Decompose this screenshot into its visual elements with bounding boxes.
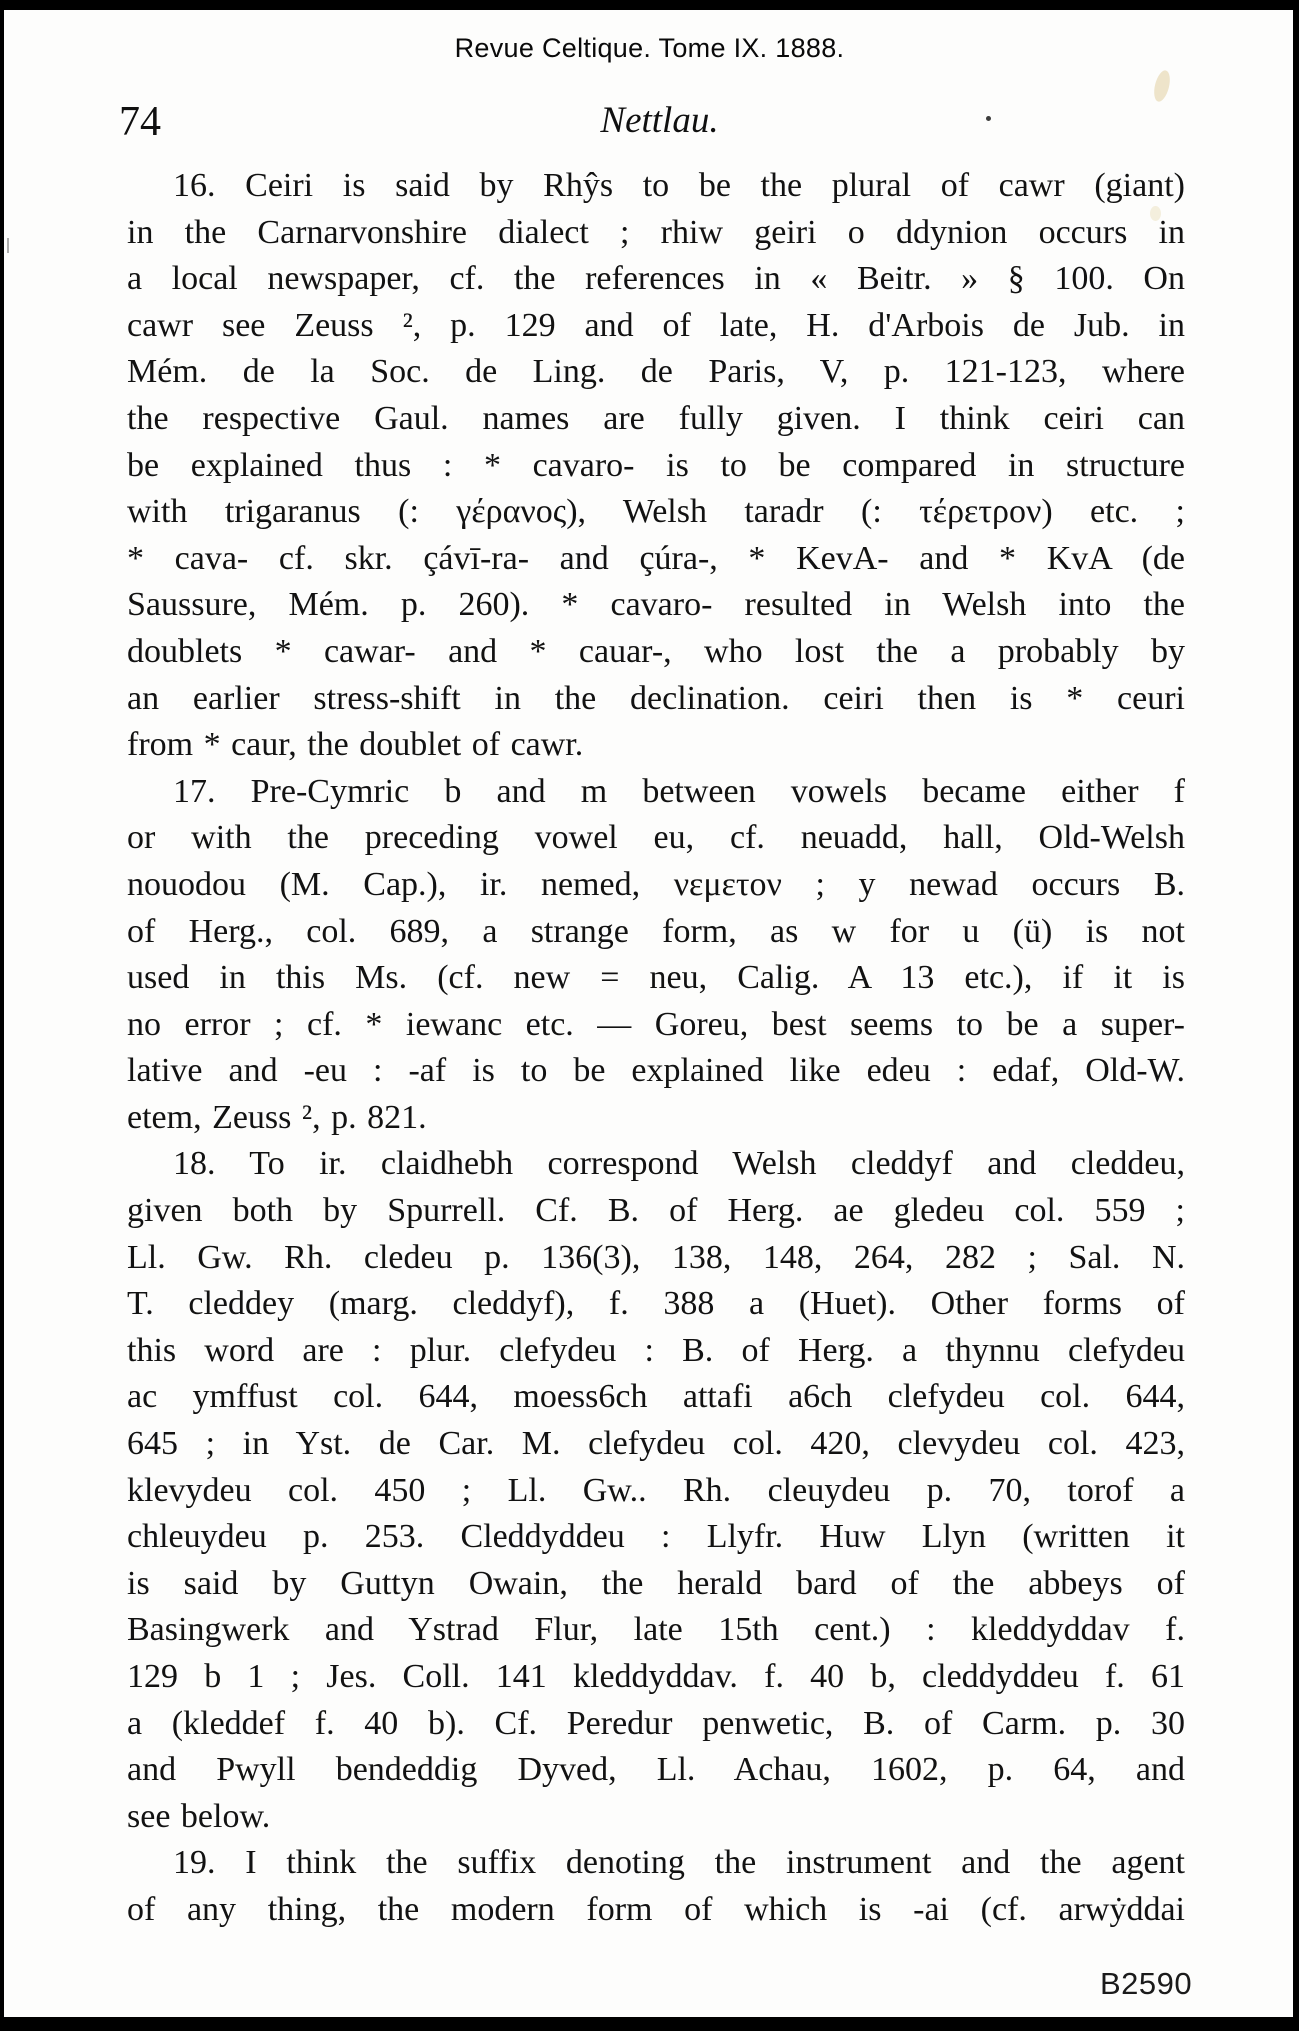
text-line: doublets * cawar- and * cauar-, who lost the a probably by bbox=[127, 632, 1185, 670]
text-line: an earlier stress-shift in the declination. ceiri then is * ceuri bbox=[127, 679, 1185, 717]
text-line: * cava- cf. skr. çávī-ra- and çúra-, * KevA- and * KvA (de bbox=[127, 539, 1185, 577]
text-line: is said by Guttyn Owain, the herald bard of the abbeys of bbox=[127, 1564, 1185, 1602]
text-line: 129 b 1 ; Jes. Coll. 141 kleddyddav. f. 40 b, cleddyddeu f. 61 bbox=[127, 1658, 1185, 1695]
text-line: from * caur, the doublet of cawr. bbox=[127, 726, 584, 764]
text-line: 17. Pre-Cymric b and m between vowels became either f bbox=[173, 772, 1185, 810]
text-line: klevydeu col. 450 ; Ll. Gw.. Rh. cleuydeu p. 70, torof a bbox=[127, 1471, 1185, 1509]
text-line: be explained thus : * cavaro- is to be compared in structure bbox=[127, 446, 1185, 484]
text-line: T. cleddey (marg. cleddyf), f. 388 a (Huet). Other forms of bbox=[127, 1285, 1185, 1323]
text-line: of Herg., col. 689, a strange form, as w for u (ü) is not bbox=[127, 912, 1185, 950]
page-number: 74 bbox=[119, 99, 161, 145]
text-line: lative and -eu : -af is to be explained like edeu : edaf, Old-W. bbox=[127, 1052, 1185, 1090]
text-line: ac ymffust col. 644, moess6ch attafi a6ch clefydeu col. 644, bbox=[127, 1378, 1185, 1416]
library-stamp-header: Revue Celtique. Tome IX. 1888. bbox=[454, 33, 845, 63]
text-line: a local newspaper, cf. the references in « Beitr. » § 100. On bbox=[127, 260, 1185, 298]
text-line: no error ; cf. * iewanc etc. — Goreu, best seems to be a super- bbox=[127, 1005, 1185, 1043]
text-line: Saussure, Mém. p. 260). * cavaro- resulted in Welsh into the bbox=[127, 586, 1185, 624]
text-line: nouodou (M. Cap.), ir. nemed, νεμετον ; y newad occurs B. bbox=[127, 865, 1185, 903]
text-line: in the Carnarvonshire dialect ; rhiw geiri o ddynion occurs in bbox=[127, 213, 1185, 251]
text-line: Basingwerk and Ystrad Flur, late 15th cent.) : kleddyddav f. bbox=[127, 1611, 1185, 1649]
text-line: see below. bbox=[127, 1797, 271, 1835]
text-line: etem, Zeuss ², p. 821. bbox=[127, 1098, 427, 1136]
text-line: and Pwyll bendeddig Dyved, Ll. Achau, 1602, p. 64, and bbox=[127, 1751, 1185, 1789]
text-line: with trigaranus (: γέρανος), Welsh taradr (: τέρετρον) etc. ; bbox=[127, 493, 1185, 531]
text-line: this word are : plur. clefydeu : B. of Herg. a thynnu clefydeu bbox=[127, 1331, 1185, 1369]
text-line: the respective Gaul. names are fully given. I think ceiri can bbox=[127, 399, 1185, 437]
text-line: 19. I think the suffix denoting the instrument and the agent bbox=[173, 1844, 1185, 1882]
catalog-number: B2590 bbox=[1100, 1966, 1193, 2001]
text-line: Ll. Gw. Rh. cledeu p. 136(3), 138, 148, 264, 282 ; Sal. N. bbox=[127, 1238, 1185, 1276]
text-line: used in this Ms. (cf. new = neu, Calig. A 13 etc.), if it is bbox=[127, 959, 1185, 997]
text-line: 18. To ir. claidhebh correspond Welsh cleddyf and cleddeu, bbox=[173, 1145, 1185, 1183]
text-line: a (kleddef f. 40 b). Cf. Peredur penwetic, B. of Carm. p. 30 bbox=[127, 1704, 1185, 1742]
article-body bbox=[127, 163, 1185, 1934]
text-line: 645 ; in Yst. de Car. M. clefydeu col. 420, clevydeu col. 423, bbox=[127, 1425, 1185, 1463]
running-head: Nettlau. bbox=[600, 100, 719, 141]
text-line: chleuydeu p. 253. Cleddyddeu : Llyfr. Huw Llyn (written it bbox=[127, 1518, 1185, 1556]
text-line: or with the preceding vowel eu, cf. neuadd, hall, Old-Welsh bbox=[127, 819, 1185, 857]
text-line: 16. Ceiri is said by Rhŷs to be the plural of cawr (giant) bbox=[173, 167, 1185, 204]
text-line: given both by Spurrell. Cf. B. of Herg. ae gledeu col. 559 ; bbox=[127, 1192, 1185, 1230]
text-line: of any thing, the modern form of which is -ai (cf. arwẏddai bbox=[127, 1890, 1185, 1928]
text-line: Mém. de la Soc. de Ling. de Paris, V, p. 121-123, where bbox=[127, 353, 1185, 391]
text-line: cawr see Zeuss ², p. 129 and of late, H. d'Arbois de Jub. in bbox=[127, 306, 1185, 344]
